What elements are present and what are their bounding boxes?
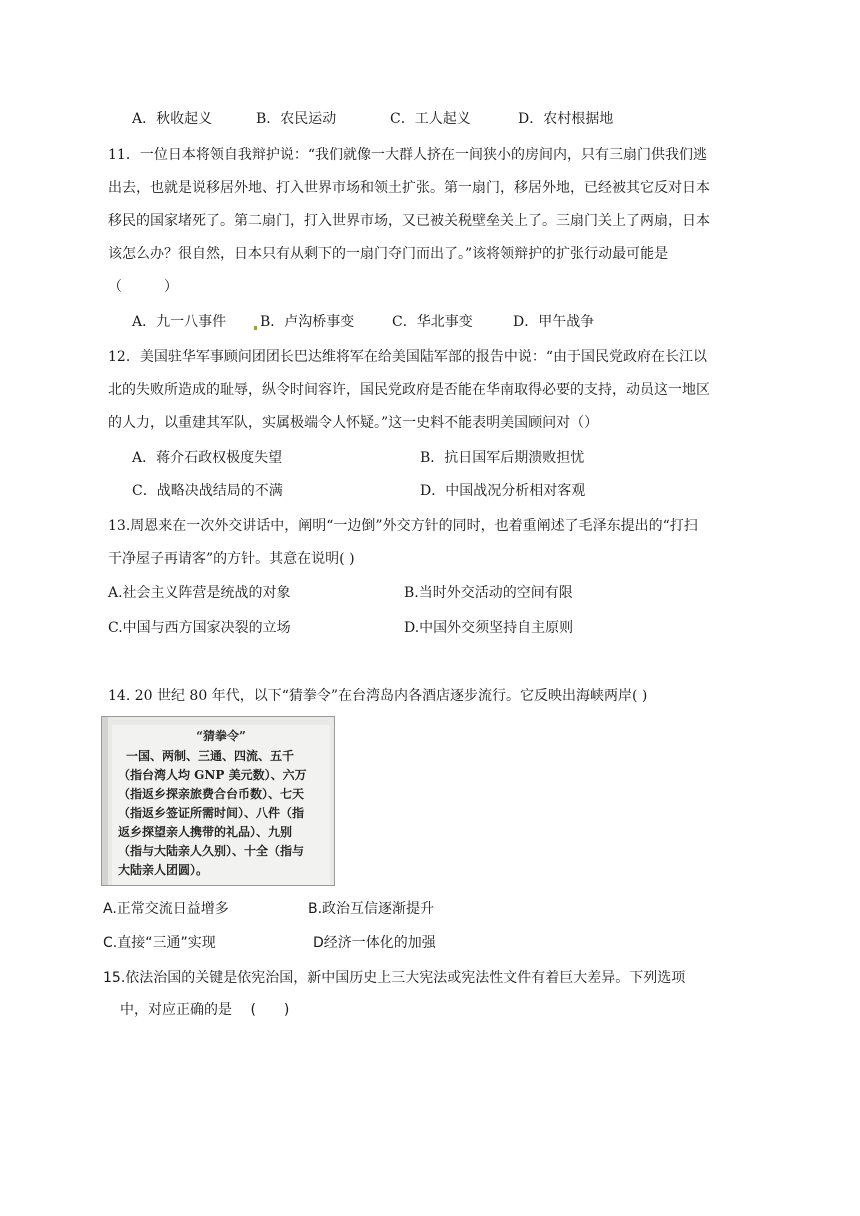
figure-line-7: 大陆亲人团圆）。 [118, 863, 209, 877]
figure-line-5: 返乡探望亲人携带的礼品）、九别 [118, 825, 293, 839]
q10-option-d: D．农村根据地 [518, 111, 614, 127]
q11-option-a: A．九一八事件 [132, 314, 227, 330]
q12-option-c: C．战略决战结局的不满 [132, 483, 283, 499]
q12-stem-line-2: 北的失败所造成的耻辱，纵令时间容许，国民党政府是否能在华南取得必要的支持，动员这一地区 [108, 382, 710, 398]
q11-stem-line-2: 出去，也就是说移居外地、打入世界市场和领土扩张。第一扇门，移居外地，已经被其它反对日本 [108, 180, 710, 196]
q14-option-d: D经济一体化的加强 [313, 935, 436, 951]
q12-stem-line-1: 12．美国驻华军事顾问团团长巴达维将军在给美国陆军部的报告中说：“由于国民党政府在长江以 [108, 349, 707, 365]
q10-option-c: C．工人起义 [390, 111, 471, 127]
q11-option-c: C．华北事变 [392, 314, 473, 330]
figure-line-4: （指返乡签证所需时间）、八件（指 [118, 806, 305, 820]
figure-line-6: （指与大陆亲人久别）、十全（指与 [118, 844, 305, 858]
q11-option-d: D．甲午战争 [513, 314, 595, 330]
q11-stem-line-4: 该怎么办？很自然，日本只有从剩下的一扇门夺门而出了。”该将领辩护的扩张行动最可能是 [108, 246, 669, 262]
q15-stem-line-2: 中，对应正确的是 ( ) [120, 1002, 290, 1018]
figure-line-3: （指返乡探亲旅费合台币数）、七天 [118, 787, 305, 801]
q10-option-a: A．秋收起义 [132, 111, 213, 127]
q10-option-b: B．农民运动 [256, 111, 337, 127]
figure-edge [102, 717, 108, 886]
q14-option-a: A.正常交流日益增多 [103, 901, 229, 917]
q15-stem-line-1: 15.依法治国的关键是依宪治国，新中国历史上三大宪法或宪法性文件有着巨大差异。下列选项 [103, 970, 686, 986]
q12-option-b: B．抗日国军后期溃败担忧 [420, 450, 585, 466]
q12-option-d: D．中国战况分析相对客观 [420, 483, 586, 499]
figure-title: “猜拳令” [196, 729, 246, 743]
q11-answer-blank: （ ） [108, 279, 178, 295]
q13-option-d: D.中国外交须坚持自主原则 [404, 620, 574, 636]
guessing-game-figure [101, 716, 335, 886]
q11-option-b: B．卢沟桥事变 [260, 314, 355, 330]
q14-option-c: C.直接“三通”实现 [103, 935, 216, 951]
q13-stem-line-2: 干净屋子再请客”的方针。其意在说明( ) [108, 551, 355, 567]
q14-stem: 14. 20 世纪 80 年代，以下“猜拳令”在台湾岛内各酒店逐步流行。它反映出海峡两岸( ) [108, 688, 648, 704]
q14-option-b: B.政治互信逐渐提升 [308, 901, 435, 917]
figure-line-2: （指台湾人均 GNP 美元数）、六万 [118, 768, 307, 782]
q12-stem-line-3: 的人力，以重建其军队，实属极端令人怀疑。”这一史料不能表明美国顾问对（） [108, 415, 599, 431]
figure-paper [112, 725, 330, 885]
q13-option-c: C.中国与西方国家决裂的立场 [108, 620, 291, 636]
q11-stem-line-3: 移民的国家堵死了。第二扇门，打入世界市场，又已被关税壁垒关上了。三扇门关上了两扇，日本 [108, 213, 710, 229]
q13-stem-line-1: 13.周恩来在一次外交讲话中，阐明“一边倒”外交方针的同时，也着重阐述了毛泽东提出的“打扫 [108, 518, 698, 534]
highlight-mark [254, 326, 257, 330]
q13-option-b: B.当时外交活动的空间有限 [404, 585, 573, 601]
q12-option-a: A．蒋介石政权极度失望 [132, 450, 283, 466]
q13-option-a: A.社会主义阵营是统战的对象 [108, 585, 291, 601]
q11-stem-line-1: 11．一位日本将领自我辩护说：“我们就像一大群人挤在一间狭小的房间内，只有三扇门供我们逃 [108, 147, 707, 163]
figure-line-1: 一国、两制、三通、四流、五千 [126, 749, 295, 763]
